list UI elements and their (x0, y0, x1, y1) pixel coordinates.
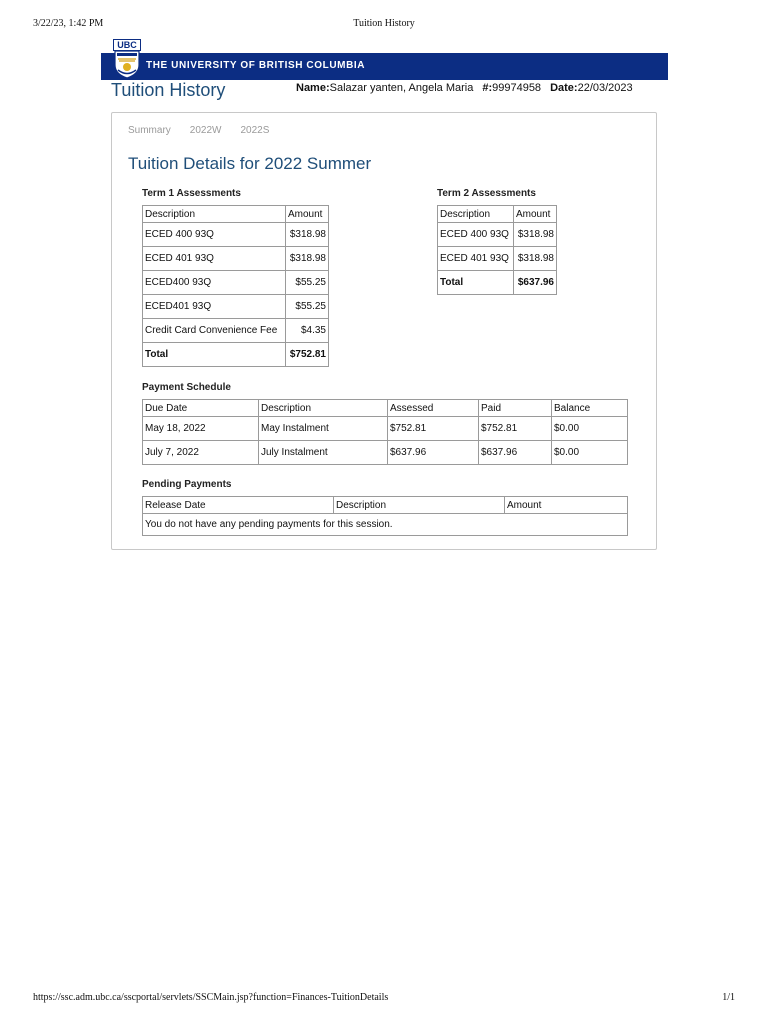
row-description: ECED400 93Q (143, 271, 286, 295)
row-amount: $55.25 (286, 271, 329, 295)
due-date: July 7, 2022 (143, 441, 259, 465)
col-release-date: Release Date (143, 497, 334, 514)
total-label: Total (438, 271, 514, 295)
tab-2022w[interactable]: 2022W (189, 125, 222, 136)
pending-payments-title: Pending Payments (142, 479, 232, 490)
row-description: Credit Card Convenience Fee (143, 319, 286, 343)
ubc-crest-icon (114, 51, 140, 78)
table-row (143, 441, 628, 465)
col-amount: Amount (505, 497, 628, 514)
term2-table (437, 205, 557, 295)
university-banner (101, 53, 668, 80)
assessed: $752.81 (388, 417, 479, 441)
payment-schedule-title: Payment Schedule (142, 382, 231, 393)
col-description: Description (259, 400, 388, 417)
term1-title: Term 1 Assessments (142, 188, 241, 199)
col-description: Description (438, 206, 514, 223)
row-description: ECED 400 93Q (438, 223, 514, 247)
ubc-logo-text: UBC (113, 39, 141, 51)
table-row (143, 319, 329, 343)
due-date: May 18, 2022 (143, 417, 259, 441)
col-description: Description (143, 206, 286, 223)
paid: $637.96 (479, 441, 552, 465)
table-row (143, 417, 628, 441)
row-description: ECED 400 93Q (143, 223, 286, 247)
student-info (296, 82, 633, 94)
row-amount: $318.98 (286, 223, 329, 247)
total-row (438, 271, 557, 295)
row-amount: $318.98 (286, 247, 329, 271)
col-amount: Amount (286, 206, 329, 223)
total-label: Total (143, 343, 286, 367)
total-amount: $752.81 (286, 343, 329, 367)
description: July Instalment (259, 441, 388, 465)
table-header-row (438, 206, 557, 223)
col-assessed: Assessed (388, 400, 479, 417)
student-name: Salazar yanten, Angela Maria (329, 82, 474, 94)
table-header-row (143, 400, 628, 417)
paid: $752.81 (479, 417, 552, 441)
row-amount: $4.35 (286, 319, 329, 343)
row-description: ECED 401 93Q (438, 247, 514, 271)
col-paid: Paid (479, 400, 552, 417)
description: May Instalment (259, 417, 388, 441)
pending-payments-table (142, 496, 628, 536)
table-row (143, 271, 329, 295)
student-id: 99974958 (492, 82, 542, 94)
total-row (143, 343, 329, 367)
row-amount: $55.25 (286, 295, 329, 319)
student-id-label: #: (482, 82, 493, 94)
payment-schedule-table (142, 399, 628, 465)
page-url: https://ssc.adm.ubc.ca/sscportal/servlets/SSCMain.jsp?function=Finances-TuitionDetails (33, 992, 389, 1003)
row-description: ECED401 93Q (143, 295, 286, 319)
col-due-date: Due Date (143, 400, 259, 417)
table-row (143, 514, 628, 536)
tab-summary[interactable]: Summary (128, 125, 171, 136)
tab-2022s[interactable]: 2022S (240, 125, 270, 136)
table-row (143, 223, 329, 247)
university-name: THE UNIVERSITY OF BRITISH COLUMBIA (146, 60, 366, 71)
page-title: Tuition History (111, 80, 226, 100)
table-header-row (143, 497, 628, 514)
term1-table (142, 205, 329, 367)
balance: $0.00 (552, 441, 628, 465)
ubc-logo[interactable] (113, 39, 141, 79)
table-row (143, 295, 329, 319)
print-header (33, 18, 735, 32)
session-tabs (128, 125, 288, 136)
col-balance: Balance (552, 400, 628, 417)
table-header-row (143, 206, 329, 223)
row-amount: $318.98 (514, 223, 557, 247)
page-number: 1/1 (722, 992, 735, 1003)
total-amount: $637.96 (514, 271, 557, 295)
col-description: Description (334, 497, 505, 514)
empty-message: You do not have any pending payments for this session. (143, 514, 628, 536)
print-title: Tuition History (353, 18, 415, 29)
balance: $0.00 (552, 417, 628, 441)
term2-title: Term 2 Assessments (437, 188, 536, 199)
table-row (438, 223, 557, 247)
print-footer (33, 992, 735, 1006)
row-description: ECED 401 93Q (143, 247, 286, 271)
details-heading: Tuition Details for 2022 Summer (128, 154, 372, 173)
table-row (438, 247, 557, 271)
date-label: Date: (550, 82, 578, 94)
col-amount: Amount (514, 206, 557, 223)
table-row (143, 247, 329, 271)
assessed: $637.96 (388, 441, 479, 465)
report-date: 22/03/2023 (577, 82, 633, 94)
row-amount: $318.98 (514, 247, 557, 271)
name-label: Name: (296, 82, 330, 94)
print-datetime: 3/22/23, 1:42 PM (33, 18, 104, 29)
